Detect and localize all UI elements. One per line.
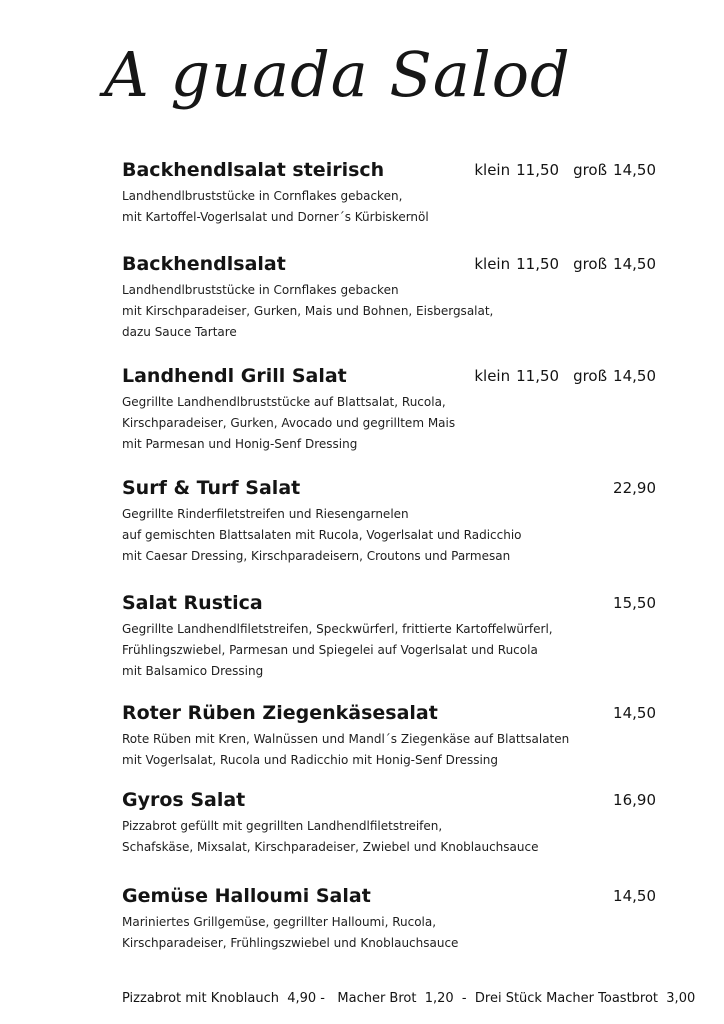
item-name: Gyros Salat bbox=[122, 789, 246, 811]
page-title: A guada Salod bbox=[104, 38, 571, 111]
price-value: 14,50 bbox=[613, 704, 656, 722]
description-line: mit Kartoffel-Vogerlsalat und Dorner´s Kürbiskernöl bbox=[122, 210, 429, 224]
description-line: Kirschparadeiser, Gurken, Avocado und gegrilltem Mais bbox=[122, 416, 456, 430]
size-small-price: 11,50 bbox=[516, 161, 560, 179]
price-value: 15,50 bbox=[613, 594, 656, 612]
size-small-label: klein bbox=[474, 161, 511, 179]
size-large-label: groß bbox=[573, 161, 608, 179]
item-price bbox=[474, 254, 656, 274]
description-line: mit Balsamico Dressing bbox=[122, 664, 264, 678]
description-line: auf gemischten Blattsalaten mit Rucola, Vogerlsalat und Radicchio bbox=[122, 528, 522, 542]
item-price bbox=[613, 478, 656, 498]
size-small-label: klein bbox=[474, 367, 511, 385]
item-description bbox=[122, 186, 429, 228]
footer-extras: Pizzabrot mit Knoblauch 4,90 - Macher Brot 1,20 - Drei Stück Macher Toastbrot 3,00 bbox=[122, 991, 696, 1006]
item-name: Salat Rustica bbox=[122, 592, 263, 614]
item-price bbox=[613, 886, 656, 906]
item-name: Backhendlsalat bbox=[122, 253, 286, 275]
description-line: Frühlingszwiebel, Parmesan und Spiegelei auf Vogerlsalat und Rucola bbox=[122, 643, 538, 657]
item-price bbox=[474, 366, 656, 386]
description-line: Kirschparadeiser, Frühlingszwiebel und Knoblauchsauce bbox=[122, 936, 459, 950]
price-value: 22,90 bbox=[613, 479, 656, 497]
item-name: Landhendl Grill Salat bbox=[122, 365, 347, 387]
description-line: Rote Rüben mit Kren, Walnüssen und Mandl´s Ziegenkäse auf Blattsalaten bbox=[122, 732, 570, 746]
item-price bbox=[613, 790, 656, 810]
item-description bbox=[122, 729, 569, 771]
item-name: Backhendlsalat steirisch bbox=[122, 159, 385, 181]
item-description bbox=[122, 816, 538, 858]
item-description bbox=[122, 619, 553, 682]
description-line: Schafskäse, Mixsalat, Kirschparadeiser, Zwiebel und Knoblauchsauce bbox=[122, 840, 539, 854]
size-large-label: groß bbox=[573, 367, 608, 385]
item-description bbox=[122, 392, 455, 455]
description-line: Pizzabrot gefüllt mit gegrillten Landhendlfiletstreifen, bbox=[122, 819, 443, 833]
description-line: dazu Sauce Tartare bbox=[122, 325, 237, 339]
item-description bbox=[122, 504, 522, 567]
size-large-price: 14,50 bbox=[613, 161, 656, 179]
description-line: Gegrillte Rinderfiletstreifen und Riesengarnelen bbox=[122, 507, 409, 521]
price-value: 14,50 bbox=[613, 887, 656, 905]
description-line: mit Kirschparadeiser, Gurken, Mais und Bohnen, Eisbergsalat, bbox=[122, 304, 494, 318]
size-large-price: 14,50 bbox=[613, 255, 656, 273]
description-line: Gegrillte Landhendlbruststücke auf Blattsalat, Rucola, bbox=[122, 395, 446, 409]
item-description bbox=[122, 280, 493, 343]
description-line: mit Vogerlsalat, Rucola und Radicchio mit Honig-Senf Dressing bbox=[122, 753, 499, 767]
size-small-price: 11,50 bbox=[516, 255, 560, 273]
item-price bbox=[613, 703, 656, 723]
description-line: Mariniertes Grillgemüse, gegrillter Halloumi, Rucola, bbox=[122, 915, 437, 929]
size-small-price: 11,50 bbox=[516, 367, 560, 385]
size-small-label: klein bbox=[474, 255, 511, 273]
description-line: mit Caesar Dressing, Kirschparadeisern, Croutons und Parmesan bbox=[122, 549, 511, 563]
description-line: Landhendlbruststücke in Cornflakes gebacken bbox=[122, 283, 399, 297]
description-line: Gegrillte Landhendlfiletstreifen, Speckwürferl, frittierte Kartoffelwürferl, bbox=[122, 622, 553, 636]
price-value: 16,90 bbox=[613, 791, 656, 809]
size-large-label: groß bbox=[573, 255, 608, 273]
item-price bbox=[474, 160, 656, 180]
item-name: Roter Rüben Ziegenkäsesalat bbox=[122, 702, 438, 724]
description-line: mit Parmesan und Honig-Senf Dressing bbox=[122, 437, 358, 451]
item-name: Surf & Turf Salat bbox=[122, 477, 301, 499]
description-line: Landhendlbruststücke in Cornflakes gebacken, bbox=[122, 189, 403, 203]
item-description bbox=[122, 912, 458, 954]
item-name: Gemüse Halloumi Salat bbox=[122, 885, 371, 907]
size-large-price: 14,50 bbox=[613, 367, 656, 385]
item-price bbox=[613, 593, 656, 613]
